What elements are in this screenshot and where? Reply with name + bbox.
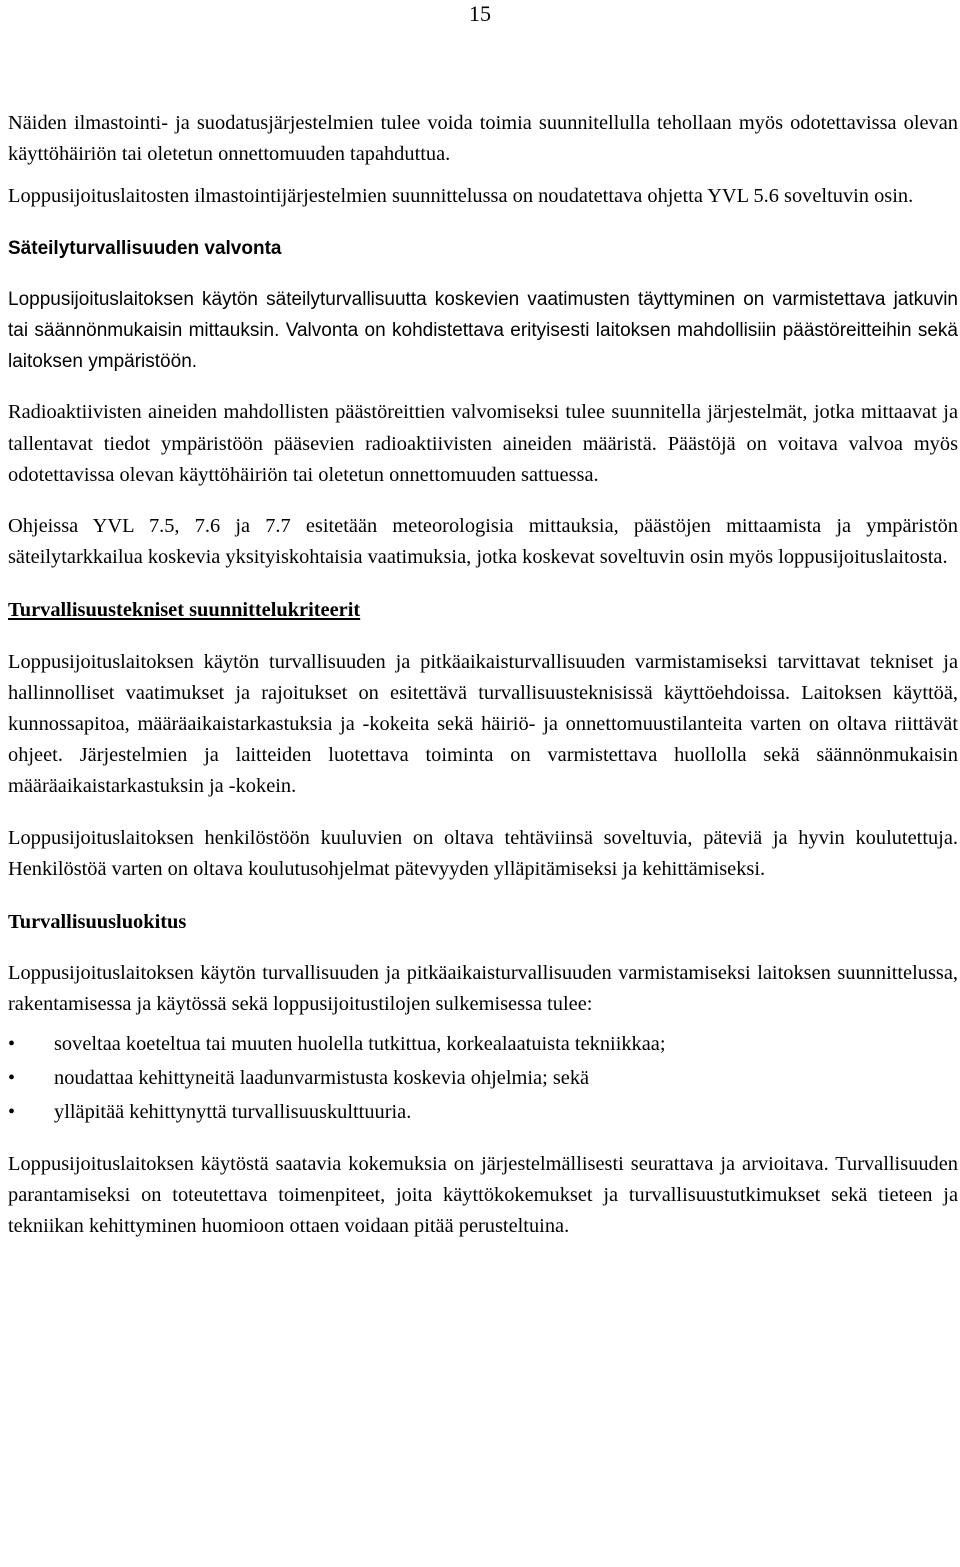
- list-item: [8, 1027, 958, 1061]
- list-item-text: noudattaa kehittyneitä laadunvarmistusta koskevia ohjelmia; sekä: [54, 1066, 590, 1089]
- paragraph-personnel: Loppusijoituslaitoksen henkilöstöön kuuluvien on oltava tehtäviinsä soveltuvia, päteviä ja hyvin koulutettuja. Henkilöstöä varten on oltava koulutusohjelmat pätevyyden ylläpitämiseksi ja kehittämiseksi.: [8, 826, 958, 880]
- heading-safety-design-criteria: Turvallisuustekniset suunnittelukriteerit: [8, 599, 361, 622]
- document-body: [8, 108, 958, 1242]
- requirements-list: [8, 1027, 958, 1129]
- paragraph-release-route-monitoring: Radioaktiivisten aineiden mahdollisten päästöreittien valvomiseksi tulee suunnitella järjestelmät, jotka mittaavat ja tallentavat tiedot ympäristöön pääsevien radioaktiivisten aineiden määristä. Päästöjä on voitava valvoa myös odotettavissa olevan käyttöhäiriön tai oletetun onnettomuuden sattuessa.: [8, 401, 958, 486]
- paragraph-technical-specifications: Loppusijoituslaitoksen käytön turvallisuuden ja pitkäaikaisturvallisuuden varmistamiseksi tarvittavat tekniset ja hallinnolliset vaatimukset ja rajoitukset on esitettävä turvallisuusteknisissä käyttöehdoissa. Laitoksen käyttöä, kunnossapitoa, määräaikaistarkastuksia ja -kokeita sekä häiriö- ja onnettomuustilanteita varten on oltava riittävät ohjeet. Järjestelmien ja laitteiden luotettava toiminta on varmistettava huollolla sekä säännönmukaisin määräaikaistarkastuksin ja -kokein.: [8, 650, 958, 798]
- heading-radiation-safety-monitoring: Säteilyturvallisuuden valvonta: [8, 237, 282, 259]
- paragraph-filtration: Näiden ilmastointi- ja suodatusjärjestelmien tulee voida toimia suunnitellulla tehollaan myös odotettavissa olevan käyttöhäiriön tai oletetun onnettomuuden tapahduttua.: [8, 112, 958, 166]
- paragraph-operating-experience: Loppusijoituslaitoksen käytöstä saatavia kokemuksia on järjestelmällisesti seurattava ja arvioitava. Turvallisuuden parantamiseksi on toteutettava toimenpiteet, joita käyttökokemukset ja turvallisuustutkimukset sekä tieteen ja tekniikan kehittyminen huomioon ottaen voidaan pitää perusteltuina.: [8, 1152, 958, 1238]
- paragraph-yvl-guides: Ohjeissa YVL 7.5, 7.6 ja 7.7 esitetään meteorologisia mittauksia, päästöjen mittaamista ja ympäristön säteilytarkkailua koskevia yksityiskohtaisia vaatimuksia, jotka koskevat soveltuvin osin myös loppusijoituslaitosta.: [8, 515, 958, 569]
- list-item: [8, 1061, 958, 1095]
- list-item: [8, 1095, 958, 1129]
- page-number: 15: [469, 1, 491, 26]
- bullet-icon: •: [8, 1032, 16, 1055]
- bullet-icon: •: [8, 1100, 16, 1123]
- heading-safety-classification: Turvallisuusluokitus: [8, 911, 187, 934]
- bullet-icon: •: [8, 1066, 16, 1089]
- list-item-text: soveltaa koeteltua tai muuten huolella tutkittua, korkealaatuista tekniikkaa;: [54, 1032, 666, 1055]
- paragraph-ventilation-guideline: Loppusijoituslaitosten ilmastointijärjestelmien suunnittelussa on noudatettava ohjetta YVL 5.6 soveltuvin osin.: [8, 185, 914, 208]
- paragraph-classification-intro: Loppusijoituslaitoksen käytön turvallisuuden ja pitkäaikaisturvallisuuden varmistamiseksi laitoksen suunnittelussa, rakentamisessa ja käytössä sekä loppusijoitustilojen sulkemisessa tulee:: [8, 962, 958, 1016]
- paragraph-monitoring-requirements: Loppusijoituslaitoksen käytön säteilyturvallisuutta koskevien vaatimusten täyttyminen on varmistettava jatkuvin tai säännönmukaisin mittauksin. Valvonta on kohdistettava erityisesti laitoksen mahdollisiin päästöreitteihin sekä laitoksen ympäristöön.: [8, 288, 958, 373]
- list-item-text: ylläpitää kehittynyttä turvallisuuskulttuuria.: [54, 1100, 412, 1123]
